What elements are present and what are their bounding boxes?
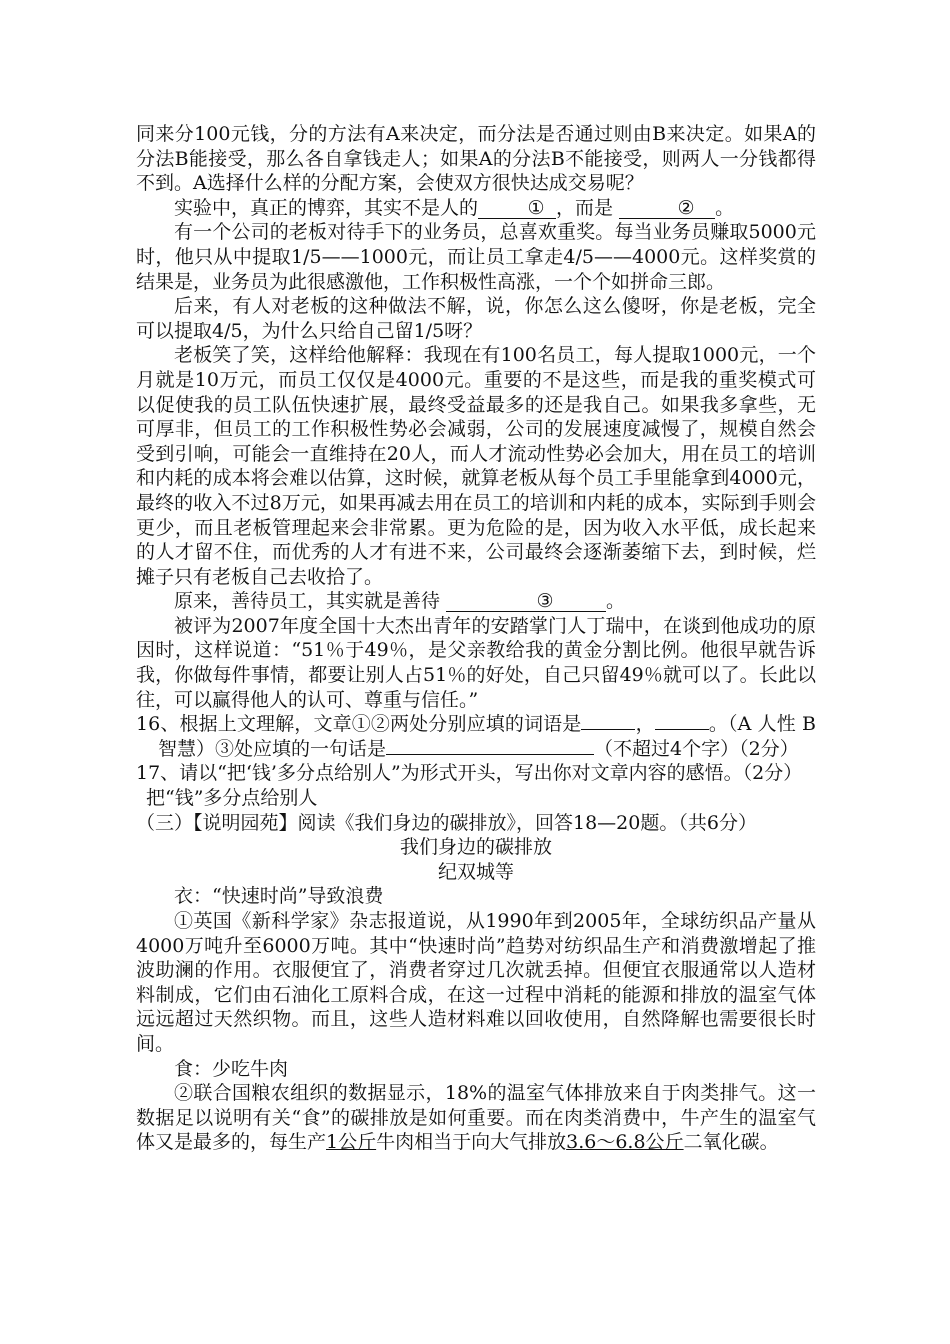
- question-16: [136, 712, 816, 761]
- text: 牛肉相当于向大气排放: [376, 1131, 567, 1154]
- text: 。: [715, 196, 735, 219]
- text: 原来，善待员工，其实就是善待: [174, 590, 447, 613]
- text: ，而是: [556, 196, 620, 219]
- blank-3[interactable]: ③: [446, 591, 606, 612]
- subheading-clothing: 衣：“快速时尚”导致浪费: [174, 885, 384, 908]
- text: 16、根据上文理解，文章①②两处分别应填的词语是: [136, 713, 582, 736]
- underlined-text: 3.6～6.8公斤: [566, 1131, 684, 1154]
- paragraph: 同来分100元钱，分的方法有A来决定，而分法是否通过则由B来决定。如果A的分法B能接受，那么各自拿钱走人；如果A的分法B不能接受，则两人一分钱都得不到。A选择什么样的分配方案，会使双方很快达成交易呢？: [136, 123, 816, 195]
- paragraph: [136, 1081, 816, 1155]
- question-17-answer-start: 把“钱”多分点给别人: [146, 787, 318, 810]
- question-17: 17、请以“把‘钱’多分点给别人”为形式开头，写出你对文章内容的感悟。（2分）: [136, 762, 803, 785]
- answer-blank-1[interactable]: [581, 729, 635, 730]
- answer-blank-3[interactable]: [386, 754, 594, 755]
- article-author: 纪双城等: [437, 860, 514, 883]
- text: 二氧化碳。: [683, 1131, 779, 1154]
- blank-2[interactable]: ②: [619, 198, 715, 219]
- text: ②联合国粮农组织的数据显示，18%的温室气体排放来自于肉类排气。这一数据足以说明有关“食”的碳排放是如何重要。而在肉类消费中，牛产生的温室气体又是最多的，每生产: [136, 1082, 816, 1154]
- paragraph: 被评为2007年度全国十大杰出青年的安踏掌门人丁瑞中，在谈到他成功的原因时，这样说道：“51％于49％，是父亲教给我的黄金分割比例。他很早就告诉我，你做每件事情，都要让别人占51％的好处，自己只留49％就可以了。长此以往，可以赢得他人的认可、尊重与信任。”: [136, 614, 816, 711]
- article-title: 我们身边的碳排放: [399, 836, 552, 859]
- text: 实验中，真正的博弈，其实不是人的: [174, 196, 479, 219]
- blank-1[interactable]: ①: [478, 198, 556, 219]
- paragraph: 后来，有人对老板的这种做法不解，说，你怎么这么傻呀，你是老板，完全可以提取4/5，为什么只给自己留1/5呀？: [136, 295, 816, 342]
- text: 。: [606, 590, 626, 613]
- page-body: [136, 122, 816, 1155]
- underlined-text: 1公斤: [326, 1131, 377, 1154]
- paragraph-blanks-1-2: [136, 196, 816, 221]
- paragraph: 老板笑了笑，这样给他解释：我现在有100名员工，每人提取1000元，一个月就是10万元，而员工仅仅是4000元。重要的不是这些，而是我的重奖模式可以促使我的员工队伍快速扩展，最终受益最多的还是我自己。如果我多拿些，无可厚非，但员工的工作积极性势必会减弱，公司的发展速度减慢了，规模自然会受到引响，可能会一直维持在20人，而人才流动性势必会加大，用在员工的培训和内耗的成本将会难以估算，这时候，就算老板从每个员工手里能拿到4000元，最终的收入不过8万元，如果再减去用在员工的培训和内耗的成本，实际到手则会更少，而且老板管理起来会非常累。更为危险的是，因为收入水平低，成长起来的人才留不住，而优秀的人才有进不来，公司最终会逐渐萎缩下去，到时候，烂摊子只有老板自己去收拾了。: [136, 344, 816, 588]
- text: （不超过4个字）（2分）: [594, 737, 799, 760]
- paragraph-blank-3: [136, 589, 816, 614]
- subheading-food: 食：少吃牛肉: [174, 1057, 289, 1080]
- text: ，: [635, 713, 655, 736]
- paragraph: 有一个公司的老板对待手下的业务员，总喜欢重奖。每当业务员赚取5000元时，他只从中提取1/5——1000元，而让员工拿走4/5——4000元。这样奖赏的结果是，业务员为此很感激他，工作积极性高涨，一个个如拼命三郎。: [136, 221, 816, 293]
- section-heading: （三）【说明园苑】阅读《我们身边的碳排放》，回答18—20题。（共6分）: [136, 811, 757, 834]
- text: 。（A 人性 B 智慧）③处应填的一句话是: [158, 713, 816, 760]
- paragraph: ①英国《新科学家》杂志报道说，从1990年到2005年，全球纺织品产量从4000万吨升至6000万吨。其中“快速时尚”趋势对纺织品生产和消费激增起了推波助澜的作用。衣服便宜了，消费者穿过几次就丢掉。但便宜衣服通常以人造材料制成，它们由石油化工原料合成，在这一过程中消耗的能源和排放的温室气体远远超过天然织物。而且，这些人造材料难以回收使用，自然降解也需要很长时间。: [136, 910, 816, 1055]
- answer-blank-2[interactable]: [655, 729, 709, 730]
